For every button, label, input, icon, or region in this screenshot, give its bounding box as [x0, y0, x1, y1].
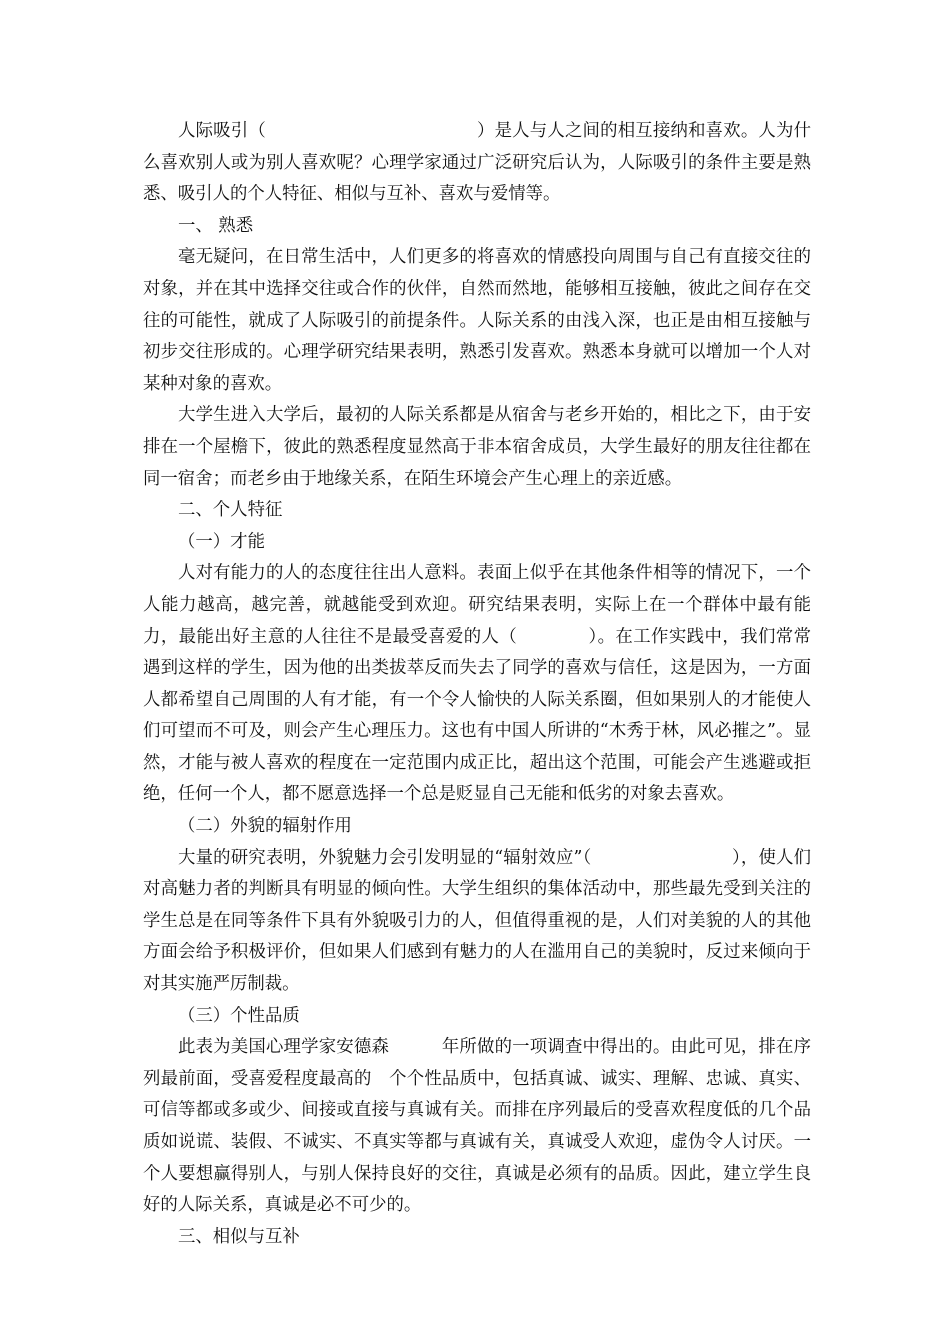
- paragraph-intro: 人际吸引（ ）是人与人之间的相互接纳和喜欢。人为什么喜欢别人或为别人喜欢呢？心理学家通过广泛研究后认为，人际吸引的条件主要是熟悉、吸引人的个人特征、相似与互补、喜欢与爱情等。: [143, 121, 811, 205]
- subheading-appearance: （二）外貌的辐射作用: [178, 816, 352, 837]
- paragraph-dorm-hometown: 大学生进入大学后，最初的人际关系都是从宿舍与老乡开始的，相比之下，由于安排在一个屋檐下，彼此的熟悉程度显然高于非本宿舍成员，大学生最好的朋友往往都在同一宿舍；而老乡由于地缘关系，在陌生环境会产生心理上的亲近感。: [143, 405, 811, 489]
- section-heading-similarity: 三、相似与互补: [178, 1226, 300, 1247]
- section-heading-personal-traits: 二、个人特征: [178, 500, 283, 521]
- paragraph-personality: 此表为美国心理学家安德森 年所做的一项调查中得出的。由此可见，排在序列最前面，受喜爱程度最高的 个个性品质中，包括真诚、诚实、理解、忠诚、真实、可信等都或多或少、间接或直接与真诚有关。而排在序列最后的受喜欢程度低的几个品质如说谎、装假、不诚实、不真实等都与真诚有关，真诚受人欢迎，虚伪令人讨厌。一个人要想赢得别人，与别人保持良好的交往，真诚是必须有的品质。因此，建立学生良好的人际关系，真诚是必不可少的。: [143, 1037, 811, 1216]
- paragraph-ability: 人对有能力的人的态度往往出人意料。表面上似乎在其他条件相等的情况下，一个人能力越高，越完善，就越能受到欢迎。研究结果表明，实际上在一个群体中最有能力，最能出好主意的人往往不是最受喜爱的人（ ）。在工作实践中，我们常常遇到这样的学生，因为他的出类拔萃反而失去了同学的喜欢与信任，这是因为，一方面人都希望自己周围的人有才能，有一个令人愉快的人际关系圈，但如果别人的才能使人们可望而不可及，则会产生心理压力。这也有中国人所讲的“木秀于林，风必摧之”。显然，才能与被人喜欢的程度在一定范围内成正比，超出这个范围，可能会产生逃避或拒绝，任何一个人，都不愿意选择一个总是贬显自己无能和低劣的对象去喜欢。: [143, 563, 811, 805]
- subheading-ability: （一）才能: [178, 531, 265, 552]
- section-heading-familiarity: 一、 熟悉: [178, 215, 254, 236]
- document-body: [143, 116, 811, 1253]
- paragraph-familiarity: 毫无疑问，在日常生活中，人们更多的将喜欢的情感投向周围与自己有直接交往的对象，并在其中选择交往或合作的伙伴，自然而然地，能够相互接触，彼此之间存在交往的可能性，就成了人际吸引的前提条件。人际关系的由浅入深，也正是由相互接触与初步交往形成的。心理学研究结果表明，熟悉引发喜欢。熟悉本身就可以增加一个人对某种对象的喜欢。: [143, 247, 811, 394]
- subheading-personality: （三）个性品质: [178, 1005, 300, 1026]
- paragraph-appearance: 大量的研究表明，外貌魅力会引发明显的“辐射效应”（ ），使人们对高魅力者的判断具有明显的倾向性。大学生组织的集体活动中，那些最先受到关注的学生总是在同等条件下具有外貌吸引力的人，但值得重视的是，人们对美貌的人的其他方面会给予积极评价，但如果人们感到有魅力的人在滥用自己的美貌时，反过来倾向于对其实施严厉制裁。: [143, 847, 811, 995]
